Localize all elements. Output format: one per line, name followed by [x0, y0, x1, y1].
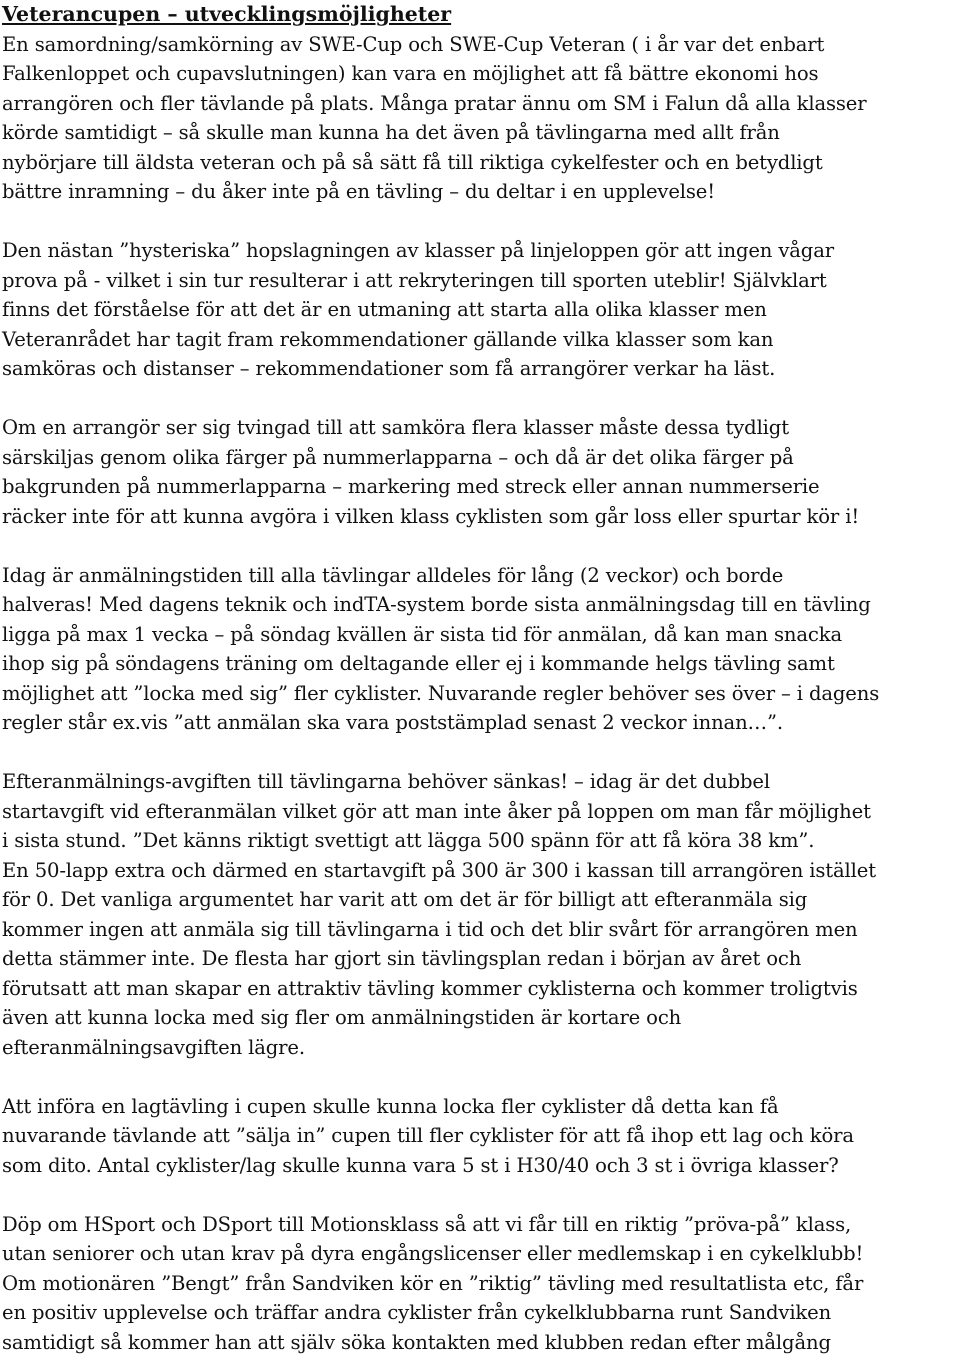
text-line: för 0. Det vanliga argumentet har varit att om det är för billigt att efteranmäla sig	[2, 888, 808, 911]
text-line: utan seniorer och utan krav på dyra engångslicenser eller medlemskap i en cykelklubb!	[2, 1242, 864, 1265]
text-line: finns det förståelse för att det är en utmaning att starta alla olika klasser men	[2, 298, 767, 321]
text-line: Veteranrådet har tagit fram rekommendationer gällande vilka klasser som kan	[2, 327, 774, 351]
paragraph-4	[2, 561, 958, 738]
paragraph-7	[2, 1210, 958, 1358]
text-line: En 50-lapp extra och därmed en startavgift på 300 är 300 i kassan till arrangören istället	[2, 858, 876, 882]
text-line: körde samtidigt – så skulle man kunna ha det även på tävlingarna med allt från	[2, 121, 780, 144]
text-line: efteranmälningsavgiften lägre.	[2, 1035, 305, 1059]
text-line: kommer ingen att anmäla sig till tävlingarna i tid och det blir svårt för arrangören men	[2, 917, 858, 941]
paragraph-1	[2, 30, 958, 207]
text-line: även att kunna locka med sig fler om anmälningstiden är kortare och	[2, 1006, 682, 1029]
text-line: förutsatt att man skapar en attraktiv tävling kommer cyklisterna och kommer troligtvis	[2, 976, 858, 1000]
text-line: särskiljas genom olika färger på nummerlapparna – och då är det olika färger på	[2, 445, 794, 469]
paragraph-5	[2, 767, 958, 1062]
text-line: Falkenloppet och cupavslutningen) kan vara en möjlighet att få bättre ekonomi hos	[2, 62, 819, 85]
text-line: prova på - vilket i sin tur resulterar i att rekryteringen till sporten uteblir! Självklart	[2, 268, 827, 292]
document-title: Veterancupen – utvecklingsmöjligheter	[2, 2, 452, 26]
paragraph-6	[2, 1092, 958, 1181]
text-line: ihop sig på söndagens träning om deltagande eller ej i kommande helgs tävling samt	[2, 652, 835, 675]
text-line: Efteranmälnings-avgiften till tävlingarna behöver sänkas! – idag är det dubbel	[2, 770, 770, 793]
text-line: Idag är anmälningstiden till alla tävlingar alldeles för lång (2 veckor) och borde	[2, 563, 784, 587]
text-line: nybörjare till äldsta veteran och på så sätt få till riktiga cykelfester och en betydligt	[2, 150, 823, 174]
text-line: detta stämmer inte. De flesta har gjort sin tävlingsplan redan i början av året och	[2, 947, 802, 970]
text-line: regler står ex.vis ”att anmälan ska vara poststämplad senast 2 veckor innan…”.	[2, 711, 783, 734]
text-line: Att införa en lagtävling i cupen skulle kunna locka fler cyklister då detta kan få	[2, 1094, 779, 1118]
text-line: en positiv upplevelse och träffar andra cyklister från cykelklubbarna runt Sandviken	[2, 1301, 832, 1324]
text-line: Om en arrangör ser sig tvingad till att samköra flera klasser måste dessa tydligt	[2, 416, 789, 439]
text-line: räcker inte för att kunna avgöra i vilken klass cyklisten som går loss eller spurtar kör i!	[2, 504, 860, 528]
text-line: startavgift vid efteranmälan vilket gör att man inte åker på loppen om man får möjlighet	[2, 799, 871, 823]
text-line: Döp om HSport och DSport till Motionsklass så att vi får till en riktig ”pröva-på” klass,	[2, 1212, 852, 1236]
paragraph-3	[2, 413, 958, 531]
text-line: arrangören och fler tävlande på plats. Många pratar ännu om SM i Falun då alla klasser	[2, 91, 867, 115]
text-line: bättre inramning – du åker inte på en tävling – du deltar i en upplevelse!	[2, 180, 715, 203]
text-line: bakgrunden på nummerlapparna – markering med streck eller annan nummerserie	[2, 475, 820, 498]
text-line: ligga på max 1 vecka – på söndag kvällen är sista tid för anmälan, då kan man snacka	[2, 622, 843, 646]
text-line: Den nästan ”hysteriska” hopslagningen av klasser på linjeloppen gör att ingen vågar	[2, 239, 834, 262]
text-line: i sista stund. ”Det känns riktigt svettigt att lägga 500 spänn för att få köra 38 km”.	[2, 829, 815, 852]
text-line: möjlighet att ”locka med sig” fler cyklister. Nuvarande regler behöver ses över – i dagens	[2, 681, 880, 705]
text-line: som dito. Antal cyklister/lag skulle kunna vara 5 st i H30/40 och 3 st i övriga klasser?	[2, 1153, 839, 1177]
text-line: En samordning/samkörning av SWE-Cup och SWE-Cup Veteran ( i år var det enbart	[2, 32, 825, 56]
text-line: nuvarande tävlande att ”sälja in” cupen till fler cyklister för att få ihop ett lag och köra	[2, 1124, 854, 1147]
text-line: Om motionären ”Bengt” från Sandviken kör en ”riktig” tävling med resultatlista etc, får	[2, 1271, 864, 1295]
text-line: samtidigt så kommer han att själv söka kontakten med klubben redan efter målgång	[2, 1330, 831, 1354]
text-line: samköras och distanser – rekommendationer som få arrangörer verkar ha läst.	[2, 357, 776, 380]
paragraph-2	[2, 236, 958, 384]
text-line: halveras! Med dagens teknik och indTA-system borde sista anmälningsdag till en tävling	[2, 593, 871, 616]
